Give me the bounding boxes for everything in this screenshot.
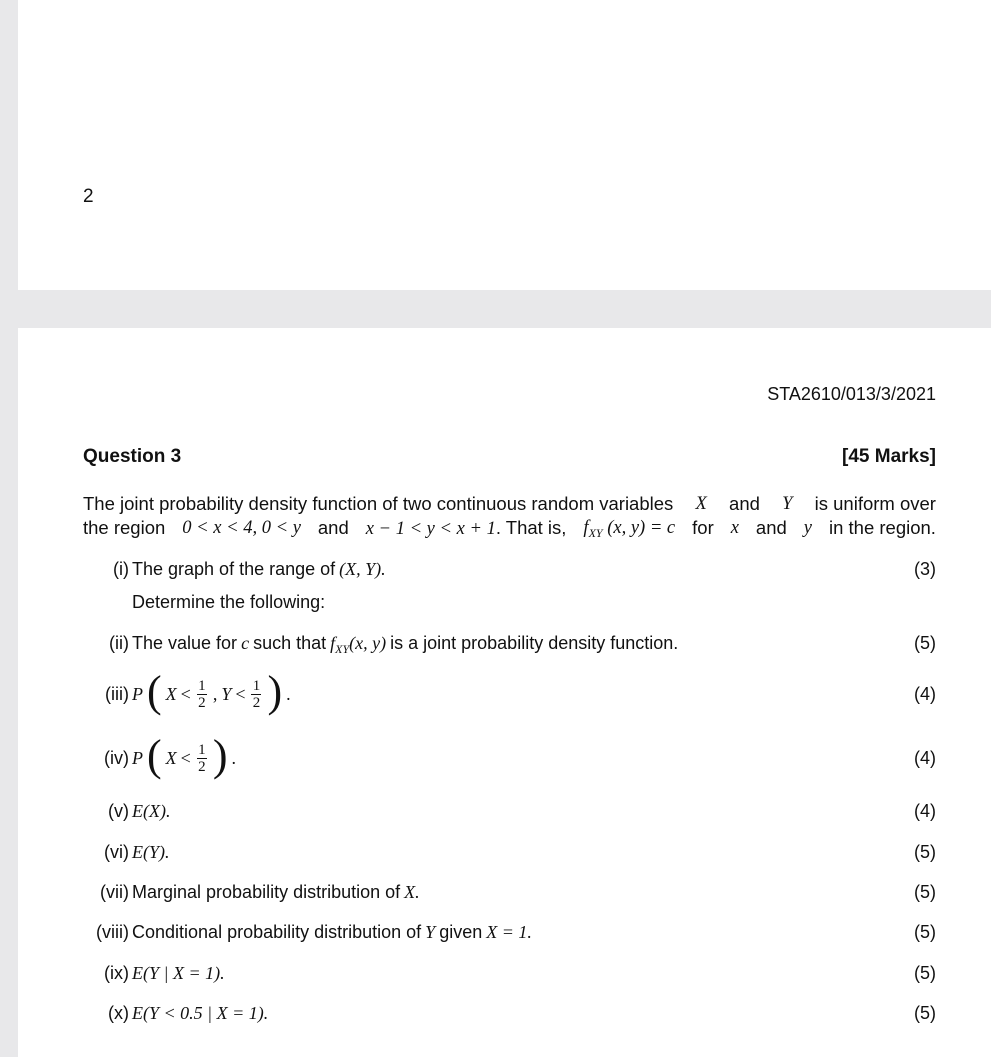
list-item [83,801,936,822]
intro-text: and [729,493,760,514]
intro-text: . That is, [495,517,567,538]
math-var: Y [221,683,232,704]
item-marks: (5) [914,842,936,862]
item-label: given [439,922,483,942]
math-var: y [803,518,812,538]
list-item [83,633,936,654]
item-number: (ii) [109,633,129,653]
intro-text: The joint probability density function of two continuous random variables [83,493,674,514]
item-number: (iv) [104,747,129,768]
fraction [251,678,261,711]
math-operator: < [180,747,191,768]
math-expr: 0 < x < 4, 0 < y [182,518,301,538]
item-label: such that [253,633,327,653]
intro-text: the region [83,517,166,538]
page-current [18,328,991,1057]
item-marks: (3) [914,559,936,579]
item-number: (ix) [104,963,129,983]
item-marks: (4) [914,683,936,704]
question-total-marks: [45 Marks] [842,446,936,467]
intro-text: in the region. [828,517,936,538]
item-label: The graph of the range of [132,559,336,579]
math-expr: E(Y | X = 1). [132,963,225,983]
math-subscript: XY [335,642,350,656]
math-operator: < [235,683,246,704]
item-text [132,1003,896,1024]
page-previous [18,0,991,290]
list-item [83,842,936,863]
right-paren: ) [267,667,283,716]
item-label: is a joint probability density function. [390,633,679,653]
list-item [83,963,936,984]
denominator: 2 [198,758,206,775]
math-comma: , [212,683,218,704]
item-marks: (5) [914,633,936,653]
math-var: P [132,747,143,768]
item-number: (i) [113,559,129,579]
list-item [83,882,936,903]
math-args: (x, y) [349,633,387,653]
math-expr [583,516,675,541]
left-paren: ( [147,731,162,780]
math-period: . [286,683,291,704]
item-text [132,882,896,903]
item-marks: (5) [914,1003,936,1023]
math-var: Y [425,922,436,942]
intro-text: is uniform over [814,493,936,514]
numerator: 1 [252,677,261,694]
intro-fragment [366,516,567,541]
denominator: 2 [252,694,261,711]
item-number: (viii) [96,922,129,942]
fraction [197,742,207,775]
numerator: 1 [198,741,206,758]
list-item [83,731,936,780]
item-text [132,801,896,822]
question-heading [83,446,936,468]
intro-text: for [692,517,714,538]
item-text [132,731,896,780]
math-expr: E(X). [132,801,171,821]
list-item [83,559,936,580]
math-expr: E(Y). [132,842,170,862]
item-number: (vi) [104,842,129,862]
item-number: (x) [108,1003,129,1023]
math-expr [330,633,386,654]
math-expr: X. [404,882,420,902]
math-var: f [330,633,336,653]
item-label: The value for [132,633,238,653]
list-item [83,922,936,943]
math-var: P [132,683,143,704]
math-expr: X = 1. [486,922,532,942]
item-marks: (4) [914,801,936,821]
math-expr: (x, y) = c [607,518,676,538]
intro-line-2 [83,516,936,541]
item-marks: (5) [914,922,936,942]
math-var: x [730,518,739,538]
math-expr: x − 1 < y < x + 1 [365,519,496,539]
math-period: . [231,747,236,768]
math-operator: < [180,683,191,704]
intro-line-1 [83,492,936,516]
math-var: f [583,518,589,538]
document-reference: STA2610/013/3/2021 [767,384,936,404]
intro-text: and [755,517,787,538]
math-var: X [165,683,177,704]
item-label: Marginal probability distribution of [132,882,401,902]
math-var: c [241,633,250,653]
page-number: 2 [83,186,94,207]
item-number: (iii) [105,683,129,704]
instruction-text: Determine the following: [132,592,326,612]
item-marks: (5) [914,963,936,983]
item-text [132,667,896,716]
fraction [197,678,207,711]
right-paren: ) [212,731,228,780]
math-expr: E(Y < 0.5 | X = 1). [132,1003,269,1023]
math-expr: (X, Y). [339,559,386,579]
math-subscript: XY [588,526,603,540]
math-var: X [695,494,707,514]
intro-text: and [317,517,349,538]
item-marks: (4) [914,747,936,768]
list-item [83,1003,936,1024]
math-var: Y [782,494,793,514]
denominator: 2 [198,694,206,711]
question-title: Question 3 [83,446,182,467]
question-intro [83,492,936,541]
item-text [132,963,896,984]
item-text [132,922,896,943]
math-var: X [165,747,177,768]
left-paren: ( [147,667,162,716]
item-label: Conditional probability distribution of [132,922,422,942]
item-text [132,633,896,654]
list-item [83,667,936,716]
item-number: (v) [108,801,129,821]
item-number: (vii) [100,882,129,902]
item-text [132,842,896,863]
item-marks: (5) [914,882,936,902]
numerator: 1 [198,677,206,694]
item-text [132,559,896,580]
